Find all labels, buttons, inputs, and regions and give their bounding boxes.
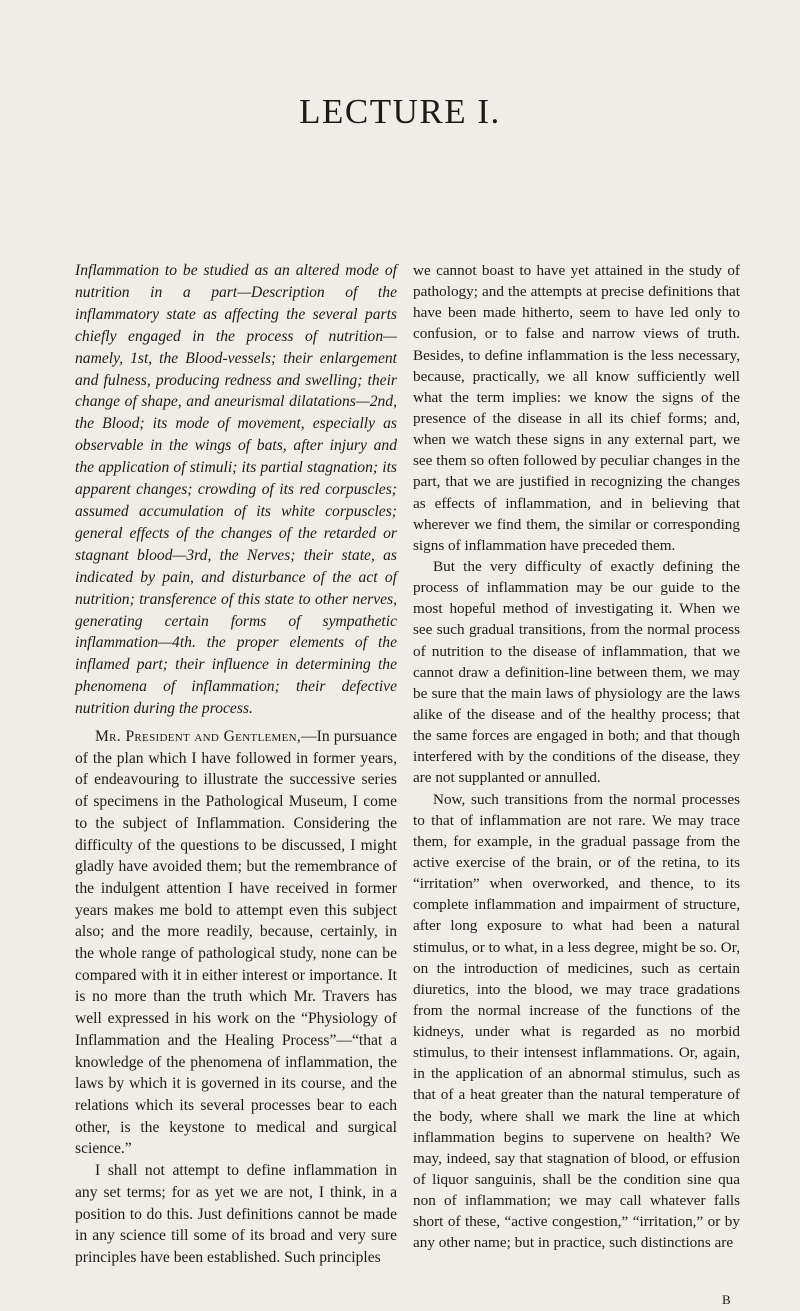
paragraph-opening [75, 726, 397, 1160]
lecture-title: LECTURE I. [299, 92, 501, 131]
lecture-summary: Inflammation to be studied as an altered mode of nutrition in a part—Description of the inflammatory state as affecting the several parts chiefly engaged in the process of nutrition—namely, 1st, the Blood-vessels; their enlargement and fulness, producing redness and swelling; their change of shape, and aneurismal dilatations—2nd, the Blood; its mode of movement, especially as observable in the wings of bats, after injury and the application of stimuli; its partial stagnation; its apparent changes; crowding of its red corpuscles; assumed accumulation of its white corpuscles; general effects of the changes of the retarded or stagnant blood—3rd, the Nerves; their state, as indicated by pain, and disturbance of the act of nutrition; transference of this state to other nerves, generating certain forms of sympathetic inflammation—4th. the proper elements of the inflamed part; their influence in determining the phenomena of inflammation; their defective nutrition during the process. [75, 262, 397, 718]
left-column [75, 260, 397, 1269]
paragraph-1-text: —In pursuance of the plan which I have followed in former years, of endeavouring to illustrate the successive series of specimens in the Pathological Museum, I come to the subject of Inflammation. Considering the difficulty of the questions to be discussed, I might gladly have avoided them; but the remembrance of the indulgent attention I have received in former years makes me bold to attempt even this subject also; and the more readily, because, certainly, in the whole range of pathological study, none can be compared with it in either interest or importance. It is no more than the truth which Mr. Travers has well expressed in his work on the “Physiology of Inflammation and the Healing Process”—“that a knowledge of the phenomena of inflammation, the laws by which it is governed in its course, and the relations which its several processes bear to each other, is the keystone to medical and surgical science.” [75, 728, 397, 1158]
paragraph-2: I shall not attempt to define inflammation in any set terms; for as yet we are not, I think, in a position to do this. Just definitions cannot be made in any science till some of its broad and very sure principles have been established. Such principles [75, 1162, 397, 1266]
salutation: Mr. President and Gentlemen, [95, 728, 302, 746]
signature-mark: B [722, 1292, 732, 1307]
paragraph-4: Now, such transitions from the normal processes to that of inflammation are not rare. We may trace them, for example, in the gradual passage from the active exercise of the brain, or of the retina, to its “irritation” when overworked, and thence, to its complete inflammation and impairment of structure, after long exposure to what had been a natural stimulus, or to what, in a less degree, might be so. Or, on the introduction of medicines, such as certain diuretics, into the blood, we may trace gradations from the normal increase of the functions of the kidneys, under what is regarded as no morbid stimulus, to their intensest inflammations. Or, again, in the application of an abnormal stimulus, such as that of a heat greater than the natural temperature of the body, where shall we mark the line at which inflammation begins to supervene on health? We may, indeed, say that stagnation of blood, or effusion of liquor sanguinis, shall be the condition sine qua non of inflammation; we may call whatever falls short of these, “active congestion,” “irritation,” or by any other name; but in practice, such distinctions are [413, 790, 740, 1252]
paragraph-2-continued: we cannot boast to have yet attained in the study of pathology; and the attempts at precise definitions that have been made hitherto, seem to have led only to confusion, or to false and narrow views of truth. Besides, to define inflammation is the less necessary, because, practically, we all know sufficiently well what the term implies: we know the signs of the presence of the disease in all its chief forms; and, when we watch these signs in any external part, we see them so often followed by peculiar changes in the part, that we are justified in recognizing the changes as effects of inflammation, and in believing that wherever we find them, the similar or corresponding signs of inflammation have preceded them. [413, 262, 740, 554]
paragraph-3: But the very difficulty of exactly defining the process of inflammation may be our guide to the most hopeful method of investigating it. When we see such gradual transitions, from the normal process of nutrition to the disease of inflammation, that we cannot draw a definition-line between them, we may be sure that the main laws of physiology are the laws alike of the disease and of the healthy process; that the same forces are engaged in both; and that though interfered with by the conditions of the disease, they are not supplanted or annulled. [413, 557, 740, 787]
right-column [413, 260, 740, 1254]
